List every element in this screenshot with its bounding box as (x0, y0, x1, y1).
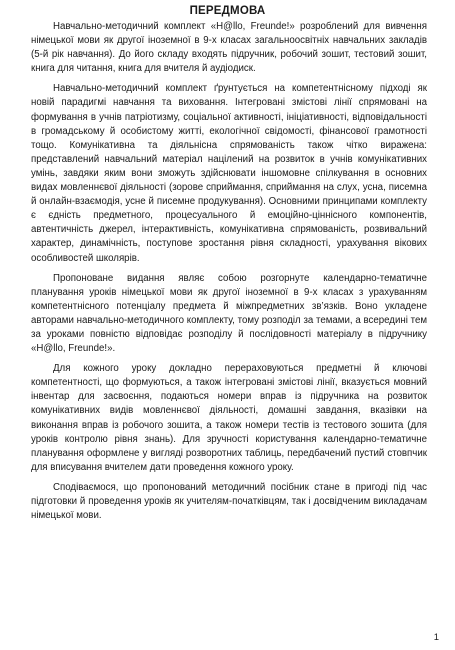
page-number: 1 (433, 632, 439, 643)
paragraph: Пропоноване видання являє собою розгорнуте календарно-тематичне планування уроків німецької мови як другої іноземної в 9-х класах з урахуванням компетентнісного потенціалу предмета й міжпредметних зв’язків. Воно укладене авторами навчально-методичного комплекту, тому розподіл за темами, а всередині тем за уроками повністю відповідає розподілу й послідовності матеріалу в підручнику «H@llo, Freunde!». (31, 272, 427, 355)
paragraph: Для кожного уроку докладно перераховуються предметні й ключові компетентності, що формуються, а також інтегровані змістові лінії, вказується мовний інвентар для засвоєння, подаються номери вправ із підручника на розвиток комунікативних видів мовленнєвої діяльності, домашні завдання, вказівки на виконання вправ із робочого зошита, а також номери тестів із тестового зошита (для уроків контролю рівня знань). Для зручності користування календарно-тематичне планування оформлене у вигляді розворотних таблиць, передбачений пустий стовпчик для вписування вчителем дати проведення кожного уроку. (31, 363, 427, 473)
paragraph: Навчально-методичний комплект «H@llo, Freunde!» розроблений для вивчення німецької мови як другої іноземної в 9-х класах загальноосвітніх навчальних закладів (5-й рік навчання). До його складу входять підручник, робочий зошит, тестовий зошит, книга для читання, книга для вчителя й аудіодиск. (31, 21, 427, 75)
body-text (31, 20, 427, 529)
page-title: ПЕРЕДМОВА (189, 5, 266, 17)
paragraph: Навчально-методичний комплект ґрунтується на компетентнісному підході як новій парадигмі навчання та виховання. Інтегровані змістові лінії спрямовані на формування в учнів патріотизму, соціальної активності, ініціативності, відповідальності в громадському й особистому житті, екологічної свідомості, фінансової грамотності тощо. Комунікативна та діяльнісна спрямованість також чітко виражена: представлений навчальний матеріал націлений на розвиток в учнів комунікативних умінь, завдяки яким вони зможуть здійснювати іншомовне спілкування в основних видах мовленнєвої діяльності (зорове сприймання, сприймання на слух, усна, писемна й онлайн-взаємодія, усне й писемне продукування). Основними принципами комплекту є єдність предметного, процесуального й емоційно-ціннісного компонентів, автентичність джерел, інтерактивність, комунікативна спрямованість, розвивальний характер, динамічність, поступове зростання рівня складності, урахування вікових особливостей школярів. (31, 83, 427, 264)
paragraph: Сподіваємося, що пропонований методичний посібник стане в пригоді під час підготовки й проведення уроків як учителям-початківцям, так і досвідченим викладачам німецької мови. (31, 481, 427, 522)
